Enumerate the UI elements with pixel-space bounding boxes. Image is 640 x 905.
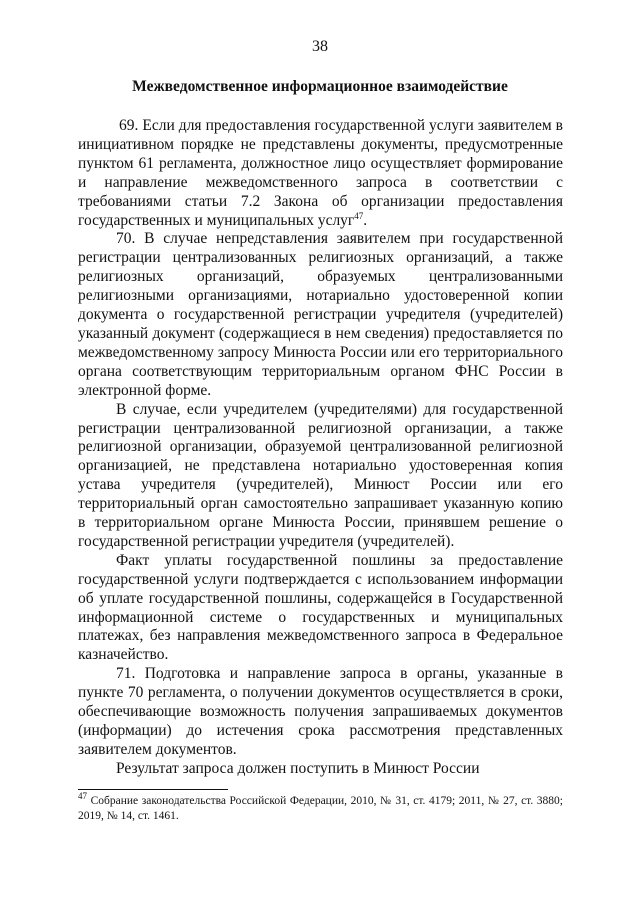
footnote-47 (78, 791, 563, 823)
footnote-divider (78, 789, 228, 790)
footnote-reference[interactable]: 47 (354, 210, 364, 221)
paragraph-result: Результат запроса должен поступить в Минюст России (116, 759, 480, 777)
paragraph-71: 71. Подготовка и направление запроса в органы, указанные в пункте 70 регламента, о получении документов осуществляется в сроки, обеспечивающие возможность получения запрашиваемых документов (информации) до истечения срока рассмотрения представленных заявителем документов. (78, 665, 563, 758)
paragraph-fee-fact: Факт уплаты государственной пошлины за предоставление государственной услуги подтверждается с использованием информации об уплате государственной пошлины, содержащейся в Государственной информационной системе о государственных и муниципальных платежах, без направления межведомственного запроса в Федеральное казначейство. (78, 551, 563, 664)
paragraph-70-case: В случае, если учредителем (учредителями) для государственной регистрации централизованной религиозной организации, а также религиозной организации, образуемой централизованной религиозной организацией, не представлена нотариально удостоверенная копия устава учредителя (учредителей), Минюст России или его территориальный орган самостоятельно запрашивает указанную копию в территориальном органе Минюста России, принявшем решение о государственной регистрации учредителя (учредителей). (78, 400, 563, 550)
footnote-number: 47 (78, 791, 87, 802)
paragraph-69-text: 69. Если для предоставления государственной услуги заявителем в инициативном порядке не представлены документы, предусмотренные пунктом 61 регламента, должностное лицо осуществляет формирование и направление межведомственного запроса в соответствии с требованиями статьи 7.2 Закона об организации предоставления государственных и муниципальных услуг (78, 117, 563, 229)
paragraph-69 (78, 117, 563, 230)
paragraph-69-end: . (363, 211, 368, 229)
body-text (78, 117, 563, 779)
page-number: 38 (312, 38, 328, 55)
footnote-text: Собрание законодательства Российской Федерации, 2010, № 31, ст. 4179; 2011, № 27, ст. 3880; 2019, № 14, ст. 1461. (78, 795, 563, 822)
section-heading: Межведомственное информационное взаимодействие (132, 78, 508, 95)
paragraph-70: 70. В случае непредставления заявителем при государственной регистрации централизованных религиозных организаций, а также религиозных организаций, образуемых централизованными религиозными организациями, нотариально удостоверенной копии документа о государственной регистрации учредителя (учредителей) указанный документ (содержащиеся в нем сведения) предоставляется по межведомственному запросу Минюста России или его территориального органа соответствующим территориальным органом ФНС России в электронной форме. (78, 230, 563, 399)
